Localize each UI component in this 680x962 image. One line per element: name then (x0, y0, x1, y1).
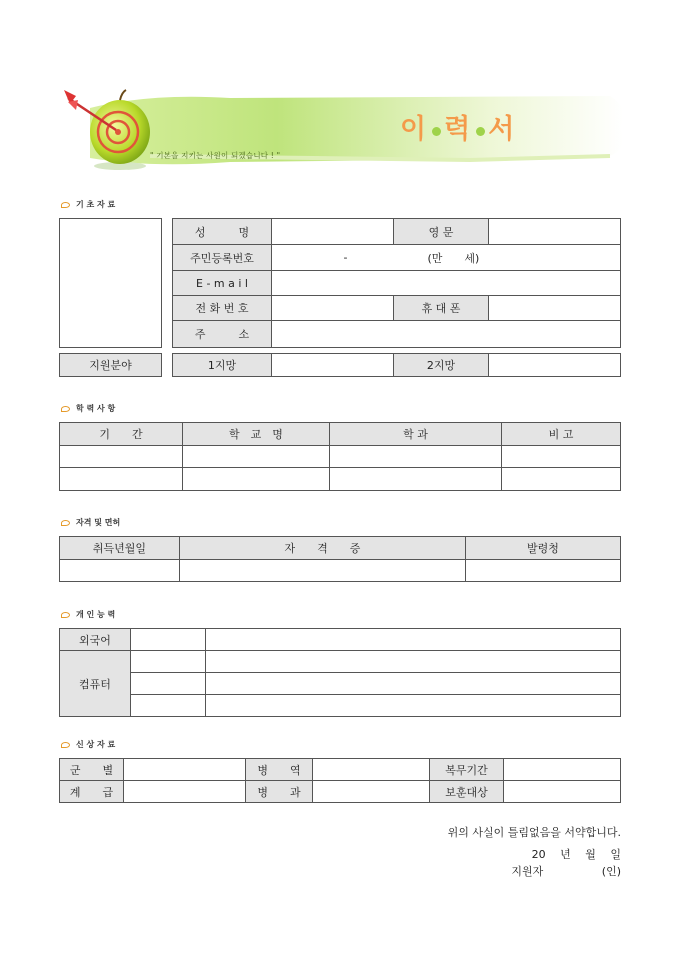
photo-box[interactable] (59, 218, 162, 348)
branch-label: 병 과 (246, 781, 313, 803)
table-row (60, 468, 621, 491)
license-header-date: 취득년월일 (60, 537, 180, 560)
address-label: 주 소 (173, 321, 272, 348)
pledge-text: 위의 사실이 틀림없음을 서약합니다. (447, 826, 621, 839)
license-cell[interactable] (180, 560, 466, 582)
service-duration-label: 복무기간 (430, 759, 504, 781)
foreign-language-field[interactable] (131, 629, 206, 651)
rrn-label: 주민등록번호 (173, 245, 272, 271)
rank-label: 계 급 (60, 781, 124, 803)
basic-info-table (172, 218, 621, 348)
ability-table (59, 628, 621, 717)
choice1-field[interactable] (272, 354, 394, 377)
title-char: 력 (444, 114, 477, 145)
computer-detail[interactable] (206, 651, 621, 673)
choice1-label: 1지망 (173, 354, 272, 377)
rank-field[interactable] (124, 781, 246, 803)
phone-field[interactable] (272, 296, 394, 321)
military-type-field[interactable] (124, 759, 246, 781)
foreign-language-detail[interactable] (206, 629, 621, 651)
apply-field-label-table (59, 353, 162, 377)
veteran-field[interactable] (504, 781, 621, 803)
target-apple-icon (60, 80, 160, 172)
leaf-icon (61, 202, 70, 208)
page-title (400, 108, 550, 152)
edu-cell[interactable] (502, 468, 621, 491)
branch-field[interactable] (313, 781, 430, 803)
edu-cell[interactable] (183, 468, 330, 491)
apply-field-table (172, 353, 621, 377)
computer-field[interactable] (131, 651, 206, 673)
computer-field[interactable] (131, 673, 206, 695)
apply-field-label: 지원분야 (60, 354, 162, 377)
date-line: 20 년 월 일 (531, 848, 621, 861)
age-field[interactable] (394, 245, 621, 271)
dot-icon (432, 127, 441, 136)
computer-detail[interactable] (206, 673, 621, 695)
foreign-language-label: 외국어 (60, 629, 131, 651)
edu-header-school: 학 교 명 (183, 423, 330, 446)
edu-cell[interactable] (330, 468, 502, 491)
leaf-icon (61, 406, 70, 412)
section-basic-title: 기 초 자 료 (61, 199, 115, 210)
choice2-label: 2지망 (394, 354, 489, 377)
table-row (60, 560, 621, 582)
name-label: 성 명 (173, 219, 272, 245)
address-field[interactable] (272, 321, 621, 348)
title-char: 이 (400, 114, 433, 145)
edu-cell[interactable] (183, 446, 330, 468)
edu-cell[interactable] (60, 468, 183, 491)
service-field[interactable] (313, 759, 430, 781)
computer-field[interactable] (131, 695, 206, 717)
english-name-field[interactable] (489, 219, 621, 245)
mobile-label: 휴 대 폰 (394, 296, 489, 321)
leaf-icon (61, 742, 70, 748)
section-license-title: 자격 및 면허 (61, 517, 120, 528)
rrn-dash: - (343, 251, 348, 264)
personal-table (59, 758, 621, 803)
phone-label: 전 화 번 호 (173, 296, 272, 321)
service-label: 병 역 (246, 759, 313, 781)
email-field[interactable] (272, 271, 621, 296)
service-duration-field[interactable] (504, 759, 621, 781)
education-table (59, 422, 621, 491)
computer-detail[interactable] (206, 695, 621, 717)
applicant-line: 지원자 (인) (511, 865, 621, 878)
license-header-issuer: 발령청 (466, 537, 621, 560)
section-ability-title: 개 인 능 력 (61, 609, 115, 620)
table-row (60, 446, 621, 468)
military-type-label: 군 별 (60, 759, 124, 781)
section-personal-title: 신 상 자 료 (61, 739, 115, 750)
computer-label: 컴퓨터 (60, 651, 131, 717)
leaf-icon (61, 520, 70, 526)
edu-cell[interactable] (60, 446, 183, 468)
license-cell[interactable] (466, 560, 621, 582)
english-name-label: 영 문 (394, 219, 489, 245)
edu-header-period: 기 간 (60, 423, 183, 446)
dot-icon (476, 127, 485, 136)
veteran-label: 보훈대상 (430, 781, 504, 803)
edu-cell[interactable] (502, 446, 621, 468)
age-text: (만 세) (427, 251, 480, 265)
title-char: 서 (488, 114, 521, 145)
rrn-field[interactable] (272, 245, 394, 271)
choice2-field[interactable] (489, 354, 621, 377)
section-education-title: 학 력 사 항 (61, 403, 115, 414)
license-table (59, 536, 621, 582)
edu-cell[interactable] (330, 446, 502, 468)
mobile-field[interactable] (489, 296, 621, 321)
edu-header-major: 학 과 (330, 423, 502, 446)
license-header-cert: 자 격 증 (180, 537, 466, 560)
email-label: E - m a i l (173, 271, 272, 296)
leaf-icon (61, 612, 70, 618)
license-cell[interactable] (60, 560, 180, 582)
edu-header-note: 비 고 (502, 423, 621, 446)
name-field[interactable] (272, 219, 394, 245)
slogan: " 기본을 지키는 사원이 되겠습니다 ! " (150, 151, 281, 160)
